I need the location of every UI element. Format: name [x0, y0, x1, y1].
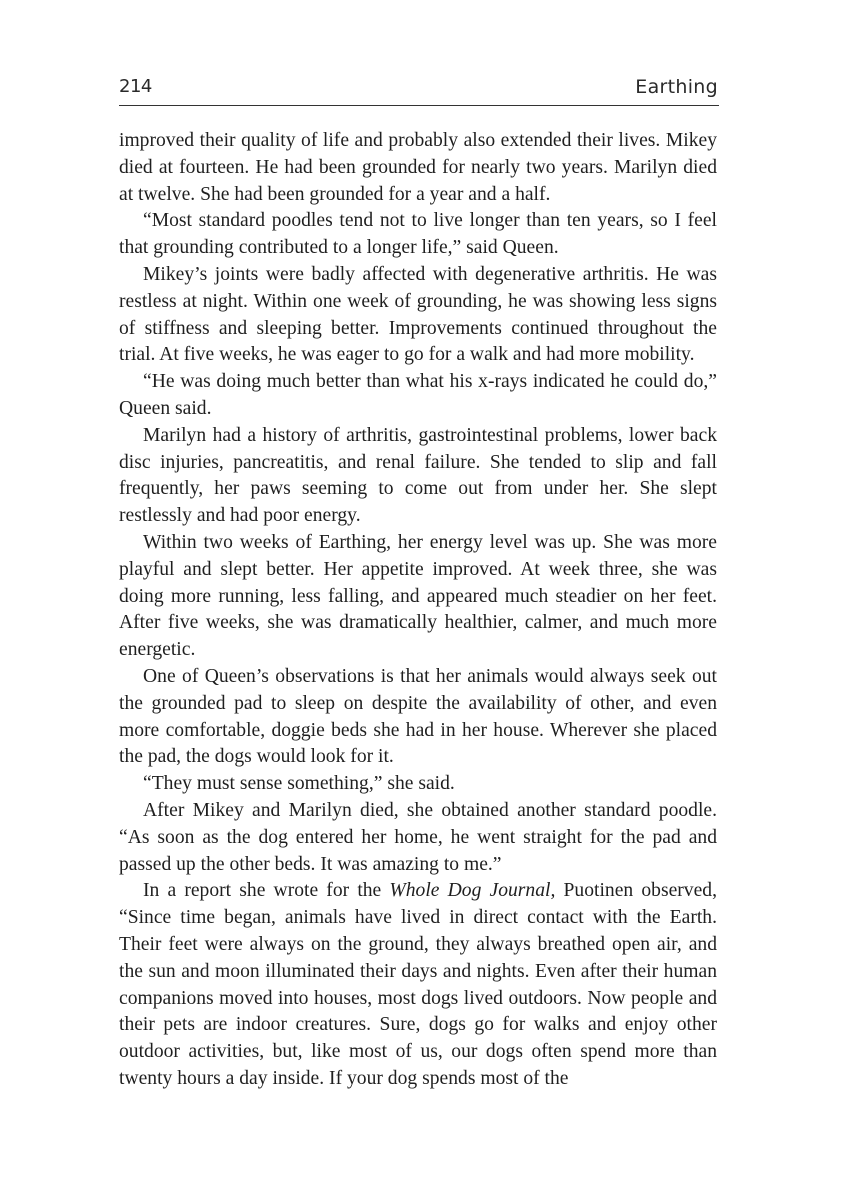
running-head — [119, 76, 718, 106]
paragraph-new-poodle: After Mikey and Marilyn died, she obtained another standard poodle. “As soon as the dog entered her home, he went straight for the pad and passed up the other beds. It was amazing to me.” — [119, 799, 717, 875]
running-title: Earthing — [635, 76, 718, 98]
journal-title: Whole Dog Journal, — [389, 880, 556, 902]
paragraph-quote-sense: “They must sense something,” she said. — [143, 773, 455, 795]
paragraph-report — [119, 878, 717, 1092]
page-number: 214 — [119, 76, 152, 97]
paragraph-grounded-pad: One of Queen’s observations is that her animals would always seek out the grounded pad to sleep on despite the availability of other, and even more comfortable, doggie beds she had in her house. Wherever she placed the pad, the dogs would look for it. — [119, 665, 717, 768]
body-text — [119, 128, 717, 1093]
report-quote: Puotinen observed, “Since time began, animals have lived in direct contact with the Earth. Their feet were always on the ground, they always breathed open air, and the sun and moon illuminated their days and nights. Even after their human companions moved into houses, most dogs lived outdoors. Now people and their pets are indoor creatures. Sure, dogs go for walks and enjoy other outdoor activities, but, like most of us, our dogs often spend more than twenty hours a day inside. If your dog spends most of the — [119, 880, 717, 1089]
paragraph-continuation: improved their quality of life and probably also extended their lives. Mikey died at fourteen. He had been grounded for nearly two years. Marilyn died at twelve. She had been grounded for a year and a half. — [119, 130, 717, 205]
header-rule — [119, 105, 719, 106]
paragraph-quote-xrays: “He was doing much better than what his x-rays indicated he could do,” Queen said. — [119, 371, 717, 419]
report-lead: In a report she wrote for the — [143, 880, 390, 902]
paragraph-quote-lifespan: “Most standard poodles tend not to live longer than ten years, so I feel that grounding contributed to a longer life,” said Queen. — [119, 210, 717, 259]
paragraph-marilyn-improvement: Within two weeks of Earthing, her energy level was up. She was more playful and slept better. Her appetite improved. At week three, she was doing more running, less falling, and appeared much steadier on her feet. After five weeks, she was dramatically healthier, calmer, and much more energetic. — [119, 531, 717, 661]
paragraph-marilyn-history: Marilyn had a history of arthritis, gastrointestinal problems, lower back disc injuries, pancreatitis, and renal failure. She tended to slip and fall frequently, her paws seeming to come out from under her. She slept restlessly and had poor energy. — [119, 424, 717, 527]
paragraph-mikey-joints: Mikey’s joints were badly affected with degenerative arthritis. He was restless at night. Within one week of grounding, he was showing less signs of stiffness and sleeping better. Improvements continued throughout the trial. At five weeks, he was eager to go for a walk and had more mobility. — [119, 263, 717, 366]
